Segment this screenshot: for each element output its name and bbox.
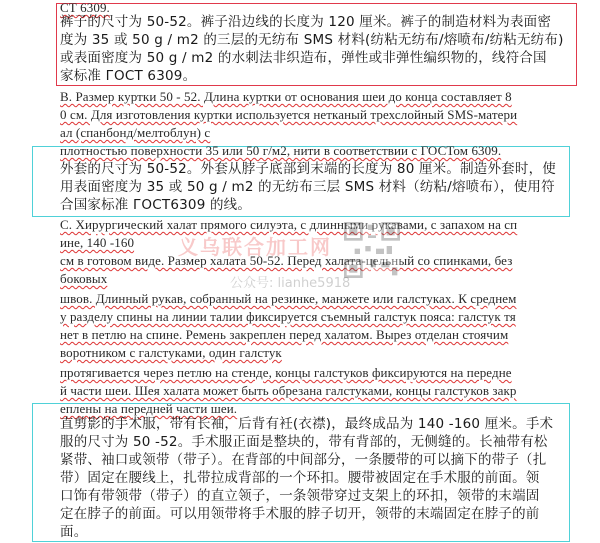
- text-line: 口饰有带领带（带子）的直立领子，一条领带穿过支架上的环扣，领带的末端固: [60, 488, 540, 504]
- text-line: B. Размер куртки 50 - 52. Длина куртки от основания шеи до конца составляет 8: [60, 89, 512, 104]
- text-line: у разделу спины на линии талии фиксируется съемный галстук пояса: галстук тя: [60, 309, 516, 324]
- text-line: 家标准 ГОСТ 6309。: [60, 68, 197, 84]
- text-line: 面。: [60, 524, 88, 540]
- text-line: ине, 140 -160: [60, 235, 135, 250]
- text-line: 合国家标准 ГОСТ6309 的线。: [60, 197, 252, 213]
- qr-code-icon: [344, 222, 400, 278]
- text-line: ал (спанбонд/мелтоблун) с: [60, 125, 211, 140]
- text-line: й части шеи. Шея халата может быть обрезана галстуками, концы галстуков закр: [60, 383, 517, 398]
- text-line: швов. Длинный рукав, собранный на резинке, манжете или галстуках. К среднем: [60, 291, 517, 306]
- text-line: нет в петлю на спине. Ремень закреплен перед халатом. Вырез отделан стоячим: [60, 327, 509, 342]
- watermark-public-account: 公众号: lianhe5918: [230, 276, 351, 291]
- text-line: 度为 35 或 50 g / m2 的三层的无纺布 SMS 材料(纺粘无纺布/熔喷布/纺粘无纺布): [60, 32, 564, 48]
- text-line: 紧带、袖口或领带（带子）。在背部的中间部分，一条腰带的可以摘下的带子（扎: [60, 452, 547, 468]
- text-line: 裤子的尺寸为 50-52。裤子沿边线的长度为 120 厘米。裤子的制造材料为表面密: [60, 14, 552, 30]
- text-line: см в готовом виде. Размер халата 50-52. Перед халата-цельный со спинками, без: [60, 253, 513, 268]
- text-line: еплены на передней части шеи.: [60, 401, 238, 416]
- text-line: протягивается через петлю на стенде, концы галстуков фиксируются на передне: [60, 365, 512, 380]
- text-line: боковых: [60, 271, 108, 286]
- watermark-title: 义乌联合加工网: [178, 235, 332, 259]
- text-line: 定在脖子的前面。可以用领带将手术服的脖子切开，领带的末端固定在脖子的前: [60, 506, 540, 522]
- text-line: плотностью поверхности 35 или 50 г/м2, нити в соответствии с ГОСТом 6309.: [60, 143, 502, 158]
- text-line: 0 см. Для изготовления куртки используется нетканый трехслойный SMS-матери: [60, 107, 518, 122]
- text-line: 或表面密度为 50 g / m2 的水刺法非织造布，弹性或非弹性编织物的，线符合国: [60, 50, 547, 66]
- text-line: 用表面密度为 35 或 50 g / m2 的无纺布三层 SMS 材料（纺粘/熔喷布），使用符: [60, 179, 555, 195]
- text-line: СТ 6309.: [60, 0, 110, 15]
- text-line: 直剪影的手术服，带有长袖，后背有衽(衣襟)，最终成品为 140 -160 厘米。手术: [60, 416, 554, 432]
- text-line: воротником с галстуками, один галстук: [60, 345, 282, 360]
- text-line: 服的尺寸为 50 -52。手术服正面是整块的，带有背部的，无侧缝的。长袖带有松: [60, 434, 548, 450]
- text-line: 带）固定在腰线上，扎带拉成背部的一个环扣。腰带被固定在手术服的前面。领: [60, 470, 540, 486]
- text-line: 外套的尺寸为 50-52。外套从脖子底部到末端的长度为 80 厘米。制造外套时，使: [60, 161, 556, 177]
- text-line: C. Хирургический халат прямого силуэта, с длинными рукавами, с запахом на сп: [60, 217, 518, 232]
